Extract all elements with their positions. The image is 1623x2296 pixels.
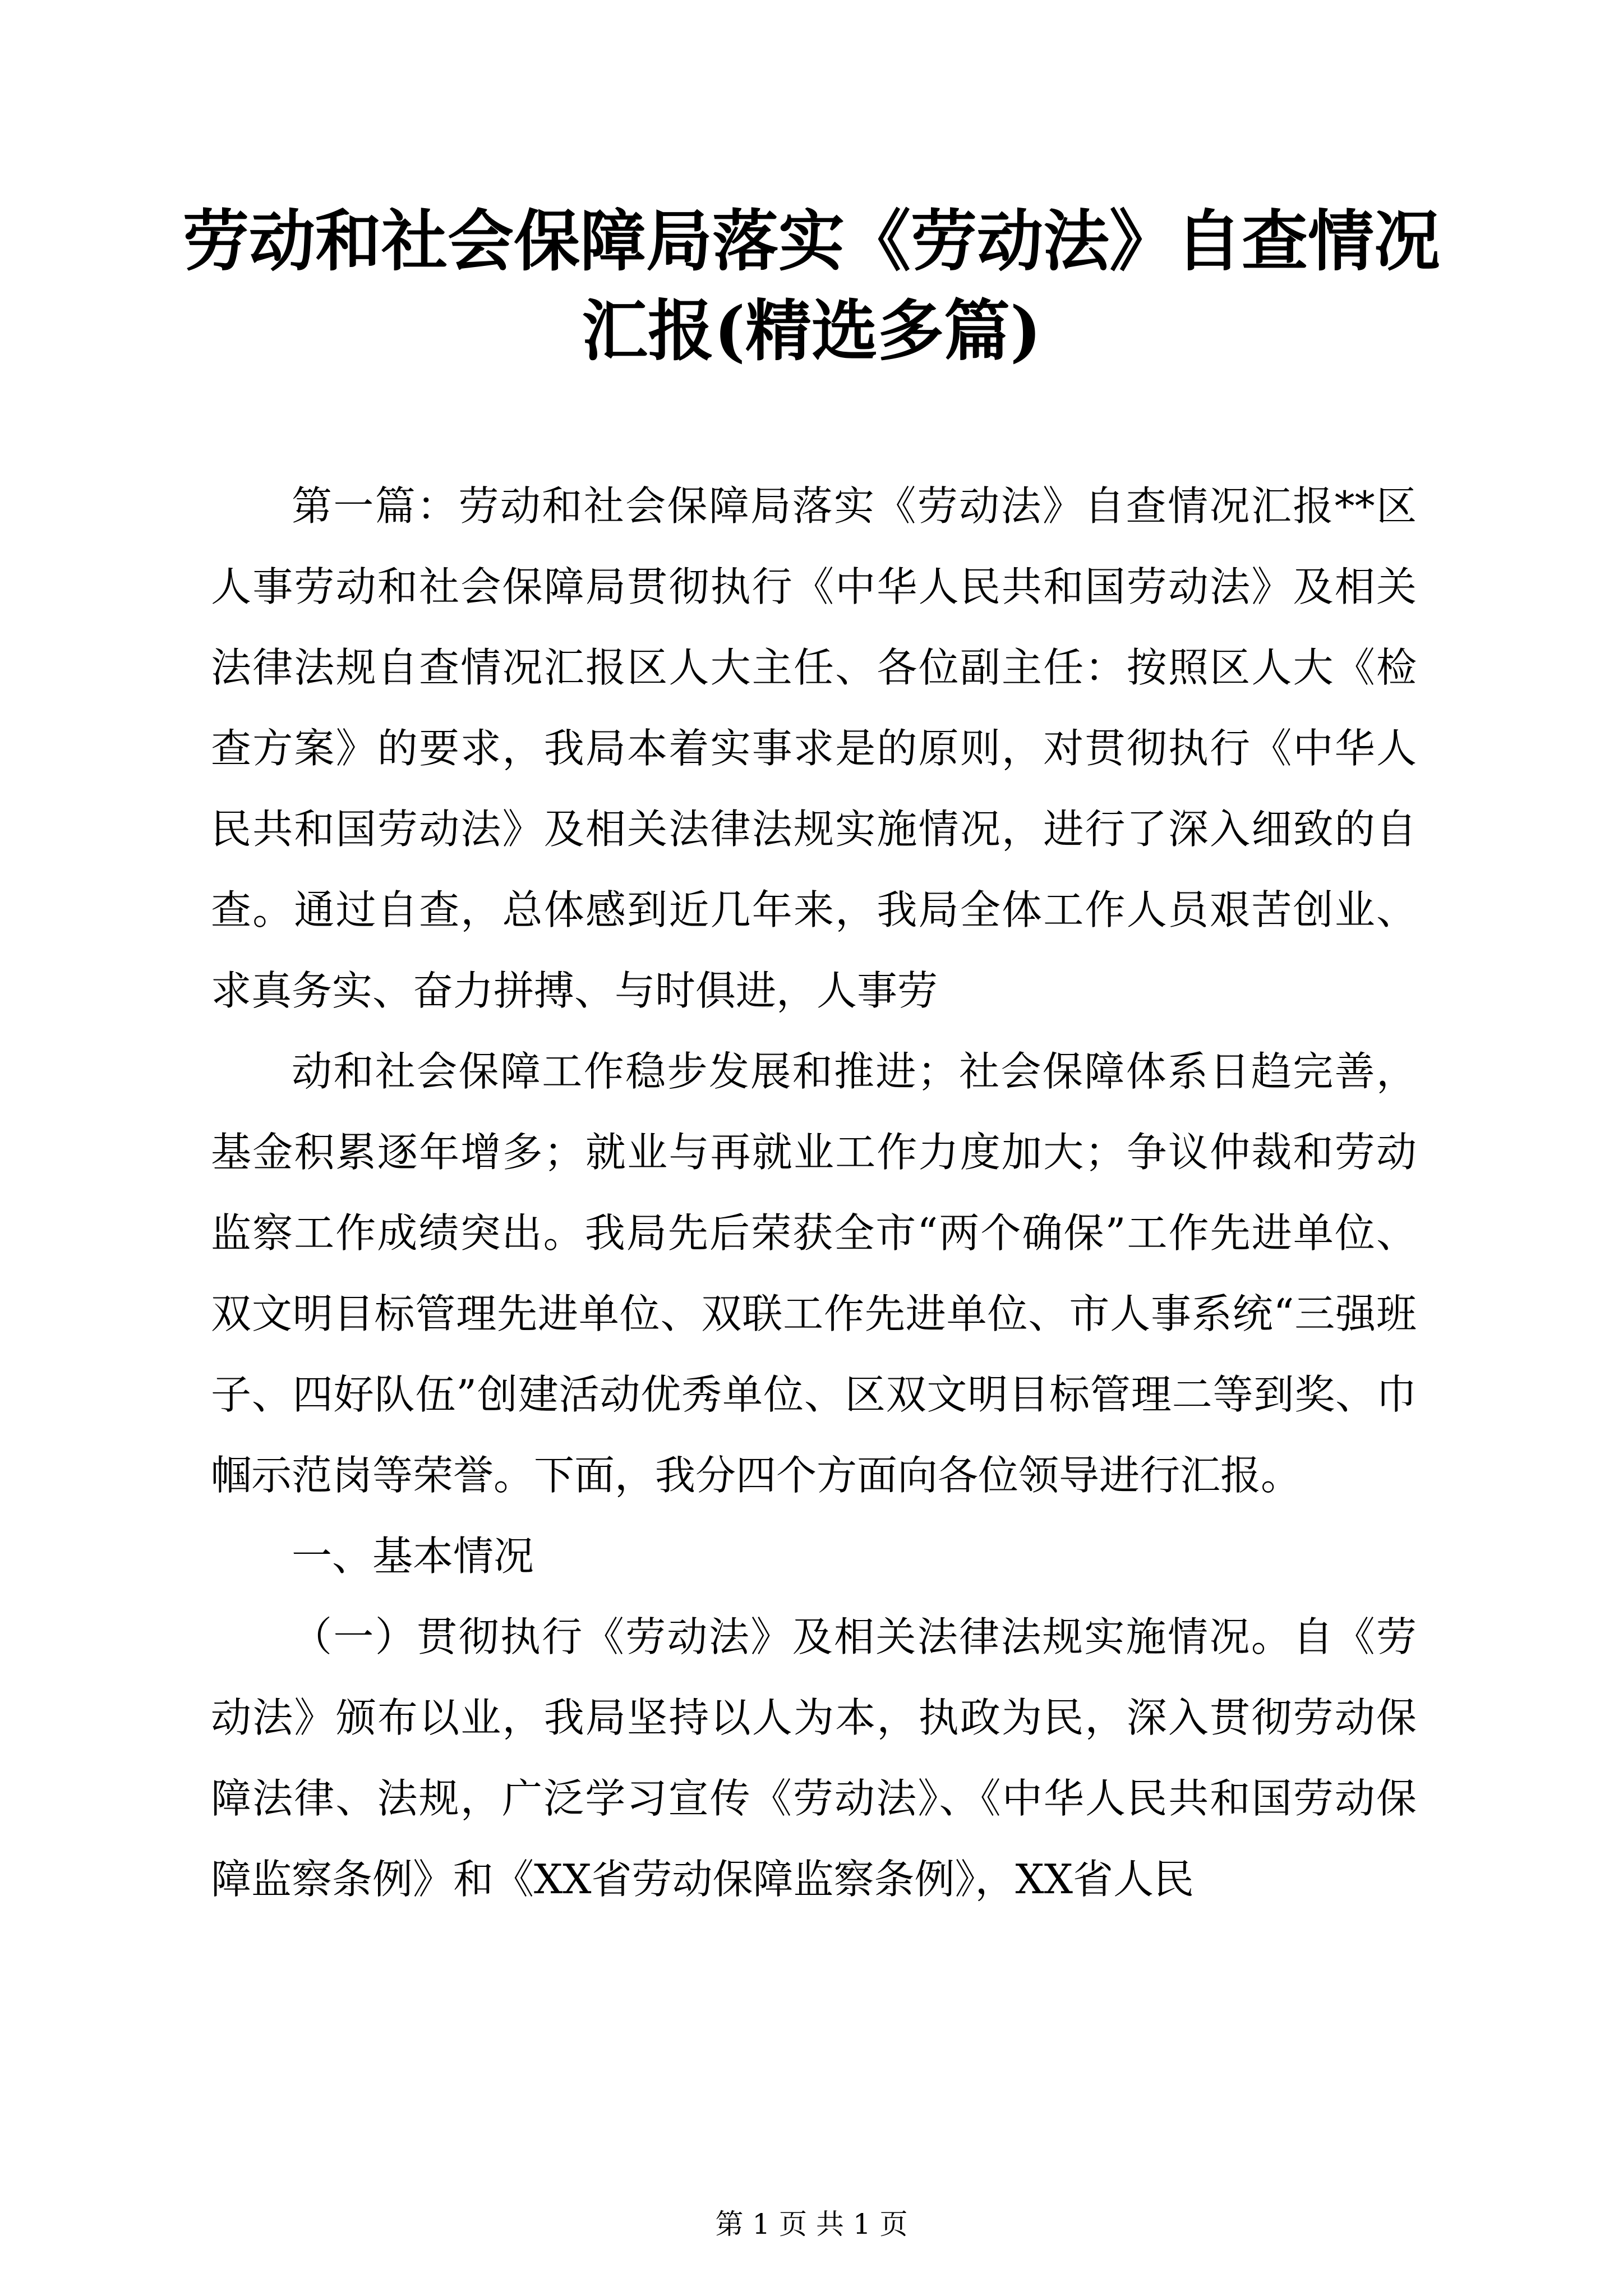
page-footer: 第 1 页 共 1 页 (715, 2208, 908, 2240)
paragraph-1: 第一篇：劳动和社会保障局落实《劳动法》自查情况汇报**区人事劳动和社会保障局贯彻执行《中华人民共和国劳动法》及相关法律法规自查情况汇报区人大主任、各位副主任：按照区人大《检查方案》的要求，我局本着实事求是的原则，对贯彻执行《中华人民共和国劳动法》及相关法律法规实施情况，进行了深入细致的自查。通过自查，总体感到近几年来，我局全体工作人员艰苦创业、求真务实、奋力拼搏、与时俱进，人事劳 (211, 482, 1417, 1014)
section-heading: 一、基本情况 (292, 1533, 534, 1580)
document-title: 劳动和社会保障局落实《劳动法》自查情况汇报(精选多篇) (182, 202, 1440, 370)
document-body (211, 466, 1417, 1920)
paragraph-2: 动和社会保障工作稳步发展和推进；社会保障体系日趋完善，基金积累逐年增多；就业与再就业工作力度加大；争议仲裁和劳动监察工作成绩突出。我局先后荣获全市“两个确保”工作先进单位、双文明目标管理先进单位、双联工作先进单位、市人事系统“三强班子、四好队伍”创建活动优秀单位、区双文明目标管理二等到奖、巾帼示范岗等荣誉。下面，我分四个方面向各位领导进行汇报。 (211, 1048, 1417, 1499)
paragraph-3: （一）贯彻执行《劳动法》及相关法律法规实施情况。自《劳动法》颁布以业，我局坚持以人为本，执政为民，深入贯彻劳动保障法律、法规，广泛学习宣传《劳动法》、《中华人民共和国劳动保障监察条例》和《XX省劳动保障监察条例》，XX省人民 (211, 1613, 1417, 1903)
